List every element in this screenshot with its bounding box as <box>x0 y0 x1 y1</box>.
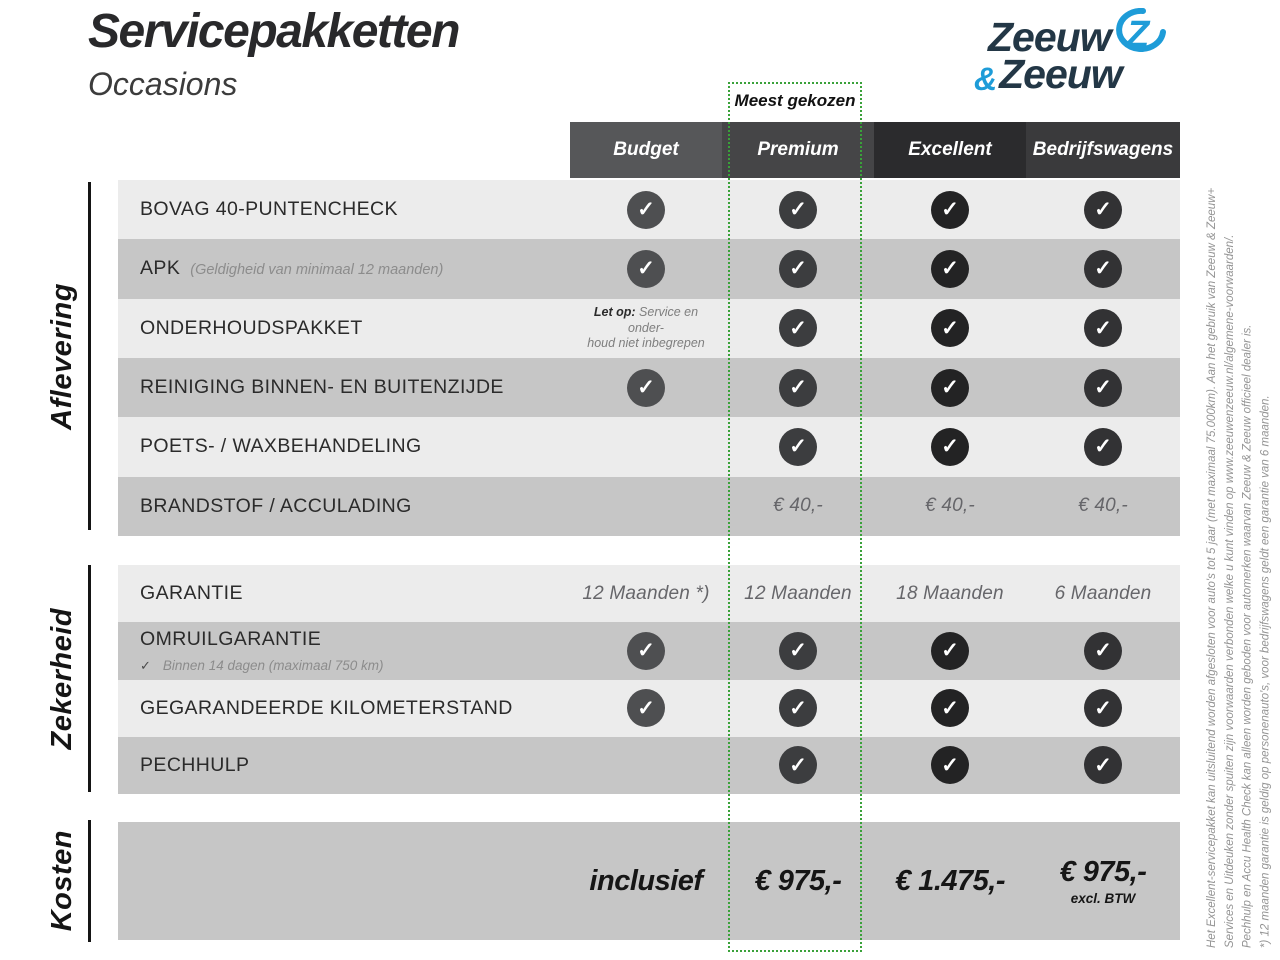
check-icon: ✓ <box>931 632 969 670</box>
check-icon: ✓ <box>1084 191 1122 229</box>
check-icon: ✓ <box>931 689 969 727</box>
package-cell-excellent <box>874 622 1026 679</box>
check-icon: ✓ <box>627 689 665 727</box>
cell-value: 18 Maanden <box>896 582 1004 604</box>
package-cell-excellent <box>874 477 1026 536</box>
row-label-line <box>140 257 570 280</box>
package-cell-budget <box>570 358 722 417</box>
check-icon: ✓ <box>627 369 665 407</box>
row-label-cell <box>118 180 570 239</box>
package-cell-premium <box>722 622 874 679</box>
package-cell-budget <box>570 477 722 536</box>
check-icon: ✓ <box>627 191 665 229</box>
check-icon: ✓ <box>1084 689 1122 727</box>
check-icon: ✓ <box>627 632 665 670</box>
package-cell-budget <box>570 299 722 358</box>
package-cell-premium <box>722 239 874 298</box>
check-icon: ✓ <box>779 746 817 784</box>
cell-value: 12 Maanden <box>744 582 852 604</box>
row-label: GARANTIE <box>140 582 243 605</box>
package-cell-budget <box>570 622 722 679</box>
package-cell-bedrijfswagens <box>1026 477 1180 536</box>
check-icon: ✓ <box>931 309 969 347</box>
row-label-cell <box>118 417 570 476</box>
zeeuw-en-zeeuw-logo <box>974 8 1188 97</box>
cell-value: 6 Maanden <box>1054 582 1152 604</box>
check-icon: ✓ <box>627 250 665 288</box>
check-icon: ✓ <box>779 632 817 670</box>
package-cell-excellent <box>874 822 1026 940</box>
row-label: OMRUILGARANTIE <box>140 627 322 650</box>
package-cell-excellent <box>874 417 1026 476</box>
table-row <box>118 622 1180 679</box>
section-label-kosten: Kosten <box>36 820 91 942</box>
row-label-cell <box>118 565 570 622</box>
row-label: ONDERHOUDSPAKKET <box>140 316 363 339</box>
package-cell-excellent <box>874 299 1026 358</box>
row-label: GEGARANDEERDE KILOMETERSTAND <box>140 696 513 719</box>
cell-note: Let op: Service en onder- houd niet inbegrepen <box>587 304 705 351</box>
check-icon: ✓ <box>931 191 969 229</box>
check-icon: ✓ <box>1084 632 1122 670</box>
footnote-line: Het Excellent-servicepakket kan uitsluitend worden afgesloten voor auto's tot 5 jaar (met maximaal 75.000km). Aan het gebruik van Zeeuw & Zeeuw+ <box>1206 187 1218 948</box>
table-row <box>118 417 1180 476</box>
table-row <box>118 239 1180 298</box>
check-icon: ✓ <box>931 746 969 784</box>
section-label-aflevering: Aflevering <box>36 182 91 530</box>
package-cell-bedrijfswagens <box>1026 180 1180 239</box>
price-value: € 975,- <box>754 864 842 897</box>
row-label-cell <box>118 477 570 536</box>
price-value: € 1.475,- <box>895 864 1005 897</box>
check-icon: ✓ <box>931 369 969 407</box>
row-label: POETS- / WAXBEHANDELING <box>140 435 422 458</box>
package-cell-bedrijfswagens <box>1026 565 1180 622</box>
logo-ampersand: & <box>974 61 998 97</box>
package-cell-budget <box>570 180 722 239</box>
package-cell-bedrijfswagens <box>1026 822 1180 940</box>
column-header-premium: Premium <box>722 122 874 178</box>
cell-value: 12 Maanden *) <box>582 582 710 604</box>
row-label-cell <box>118 358 570 417</box>
package-cell-premium <box>722 477 874 536</box>
table-row <box>118 299 1180 358</box>
package-cell-excellent <box>874 358 1026 417</box>
package-cell-excellent <box>874 239 1026 298</box>
small-check-icon: ✓ <box>140 657 151 673</box>
page-subtitle: Occasions <box>88 66 238 102</box>
svg-text:Z: Z <box>1125 14 1149 56</box>
row-label: PECHHULP <box>140 753 250 776</box>
row-label-cell <box>118 737 570 794</box>
logo-word-2: Zeeuw <box>999 51 1122 97</box>
footnote-line: Pechhulp en Accu Health Check kan alleen worden geboden voor automerken waarvan Zeeuw & Zeeuw officieel dealer is. <box>1241 324 1254 948</box>
terms-footnotes <box>1204 92 1272 948</box>
package-cell-excellent <box>874 565 1026 622</box>
package-cell-bedrijfswagens <box>1026 239 1180 298</box>
package-cell-budget <box>570 239 722 298</box>
check-icon: ✓ <box>1084 250 1122 288</box>
row-subnote-text: Binnen 14 dagen (maximaal 750 km) <box>162 657 384 673</box>
check-icon: ✓ <box>931 428 969 466</box>
section-kosten-rows <box>118 822 1180 940</box>
package-cell-bedrijfswagens <box>1026 622 1180 679</box>
check-icon: ✓ <box>779 309 817 347</box>
table-row <box>118 737 1180 794</box>
package-cell-premium <box>722 565 874 622</box>
check-icon: ✓ <box>1084 428 1122 466</box>
package-cell-premium <box>722 737 874 794</box>
cell-note-emphasis: Let op: <box>593 304 640 319</box>
footnote-line: Services en Uitdeuken zonder spuiten zijn voorwaarden verbonden welke u kunt vinden op www.zeeuwenzeeuw.nl/algemene-voorwaarden/. <box>1223 234 1236 948</box>
table-row <box>118 180 1180 239</box>
package-cell-budget <box>570 680 722 737</box>
price-subnote: excl. BTW <box>1070 891 1136 906</box>
column-header-bedrijfswagens: Bedrijfswagens <box>1026 122 1180 178</box>
page-title: Servicepakketten <box>88 5 459 58</box>
package-cell-bedrijfswagens <box>1026 299 1180 358</box>
cell-value: € 40,- <box>773 495 823 517</box>
package-cell-premium <box>722 822 874 940</box>
package-cell-bedrijfswagens <box>1026 680 1180 737</box>
footnote-line: *) 12 maanden garantie is geldig op personenauto's, voor bedrijfswagens geldt een garantie van 6 maanden. <box>1259 395 1272 948</box>
table-row <box>118 680 1180 737</box>
check-icon: ✓ <box>931 250 969 288</box>
table-row <box>118 477 1180 536</box>
check-icon: ✓ <box>1084 746 1122 784</box>
row-label: REINIGING BINNEN- EN BUITENZIJDE <box>140 376 504 399</box>
most-chosen-badge: Meest gekozen <box>734 91 856 110</box>
row-sublabel: (Geldigheid van minimaal 12 maanden) <box>190 262 444 279</box>
cell-value: € 40,- <box>925 495 975 517</box>
package-cell-budget <box>570 822 722 940</box>
section-aflevering-rows <box>118 180 1180 536</box>
row-label-cell <box>118 680 570 737</box>
check-icon: ✓ <box>779 689 817 727</box>
package-cell-premium <box>722 417 874 476</box>
row-label: BRANDSTOF / ACCULADING <box>140 494 412 517</box>
package-cell-budget <box>570 565 722 622</box>
section-zekerheid-rows <box>118 565 1180 794</box>
table-row <box>118 358 1180 417</box>
check-icon: ✓ <box>1084 369 1122 407</box>
check-icon: ✓ <box>779 250 817 288</box>
table-row <box>118 565 1180 622</box>
check-icon: ✓ <box>779 191 817 229</box>
package-cell-premium <box>722 299 874 358</box>
package-cell-bedrijfswagens <box>1026 358 1180 417</box>
row-label-cell <box>118 622 570 679</box>
row-label-cell <box>118 822 570 940</box>
row-label: BOVAG 40-PUNTENCHECK <box>140 198 398 221</box>
package-cell-excellent <box>874 180 1026 239</box>
row-label-cell <box>118 299 570 358</box>
table-row <box>118 822 1180 940</box>
row-label-cell <box>118 239 570 298</box>
price-value: € 975,- <box>1059 856 1147 888</box>
package-cell-excellent <box>874 737 1026 794</box>
check-icon: ✓ <box>779 369 817 407</box>
package-cell-premium <box>722 358 874 417</box>
price-value: inclusief <box>589 864 703 897</box>
package-cell-budget <box>570 737 722 794</box>
package-cell-bedrijfswagens <box>1026 417 1180 476</box>
column-header-budget: Budget <box>570 122 722 178</box>
logo-word-1: Zeeuw <box>988 14 1111 60</box>
package-cell-bedrijfswagens <box>1026 737 1180 794</box>
check-icon: ✓ <box>779 428 817 466</box>
package-cell-excellent <box>874 680 1026 737</box>
cell-value: € 40,- <box>1078 495 1128 517</box>
package-cell-premium <box>722 680 874 737</box>
column-header-excellent: Excellent <box>874 122 1026 178</box>
package-cell-budget <box>570 417 722 476</box>
row-subnote <box>140 658 570 674</box>
package-cell-premium <box>722 180 874 239</box>
section-label-zekerheid: Zekerheid <box>36 565 91 792</box>
row-label: APK <box>140 257 181 280</box>
check-icon: ✓ <box>1084 309 1122 347</box>
